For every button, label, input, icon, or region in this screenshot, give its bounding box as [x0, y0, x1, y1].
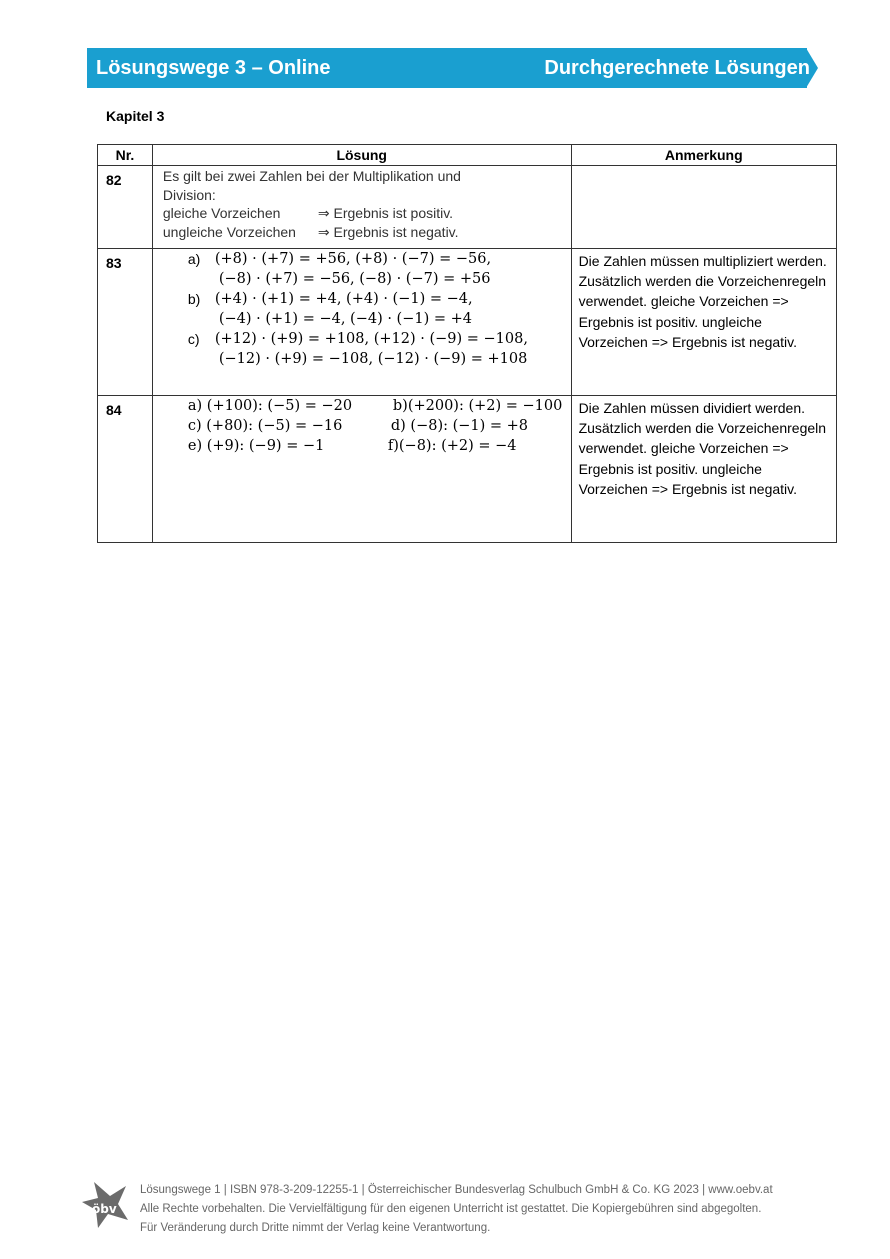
footer-line: Lösungswege 1 | ISBN 978-3-209-12255-1 | Österreichischer Bundesverlag Schulbuch GmbH & Co. KG 2023 | www.oebv.at [140, 1184, 773, 1196]
math-line: f)(−8): (+2) = −4 [387, 438, 517, 454]
table-header-row [98, 145, 837, 166]
solutions-table [97, 144, 837, 543]
header-subtitle: Durchgerechnete Lösungen [544, 57, 810, 79]
footer-line: Für Veränderung durch Dritte nimmt der Verlag keine Verantwortung. [140, 1222, 491, 1234]
header-loesung: Lösung [152, 145, 571, 166]
row-note [571, 166, 836, 249]
chapter-title: Kapitel 3 [106, 108, 165, 124]
row-nr: 82 [98, 166, 153, 249]
math-line: a) (+100): (−5) = −20 [187, 398, 353, 414]
part-label: c) [187, 331, 200, 347]
header-title: Lösungswege 3 – Online [96, 57, 331, 79]
math-line: e) (+9): (−9) = −1 [187, 438, 325, 454]
math-line: (+4) · (+1) = +4, (+4) · (−1) = −4, [214, 291, 473, 307]
rule-result: ⇒ Ergebnis ist positiv. [317, 205, 454, 221]
header-anmerkung: Anmerkung [571, 145, 836, 166]
math-line: b)(+200): (+2) = −100 [392, 398, 563, 414]
math-line: (−12) · (+9) = −108, (−12) · (−9) = +108 [218, 351, 528, 367]
rule-line: ungleiche Vorzeichen [162, 223, 296, 240]
math-line: c) (+80): (−5) = −16 [187, 418, 343, 434]
math-line: (−8) · (+7) = −56, (−8) · (−7) = +56 [218, 271, 491, 287]
rule-line: gleiche Vorzeichen [162, 205, 281, 221]
rule-line: Es gilt bei zwei Zahlen bei der Multiplikation und [162, 168, 461, 184]
math-line: d) (−8): (−1) = +8 [390, 418, 529, 434]
table-row [98, 396, 837, 543]
part-label: b) [187, 291, 201, 307]
math-line: (+12) · (+9) = +108, (+12) · (−9) = −108, [214, 331, 528, 347]
row-nr: 83 [98, 249, 153, 396]
table-row [98, 166, 837, 249]
scanned-rule [153, 166, 571, 241]
footer-line: Alle Rechte vorbehalten. Die Vervielfältigung für den eigenen Unterricht ist gestattet. Die Kopiergebühren sind abgegolten. [140, 1203, 762, 1215]
rule-result: ⇒ Ergebnis ist negativ. [317, 223, 459, 240]
logo-text: öbv [92, 1202, 117, 1216]
math-line: (−4) · (+1) = −4, (−4) · (−1) = +4 [218, 311, 472, 327]
row-solution [152, 166, 571, 249]
oebv-logo-icon [80, 1180, 130, 1230]
table-row [98, 249, 837, 396]
part-label: a) [187, 251, 201, 267]
row-solution [152, 249, 571, 396]
header-nr: Nr. [98, 145, 153, 166]
row-note: Die Zahlen müssen dividiert werden. Zusätzlich werden die Vorzeichenregeln verwendet. gleiche Vorzeichen => Ergebnis ist positiv. ungleiche Vorzeichen => Ergebnis ist negativ. [571, 396, 836, 543]
footer [140, 1181, 773, 1238]
math-line: (+8) · (+7) = +56, (+8) · (−7) = −56, [214, 251, 492, 267]
row-note: Die Zahlen müssen multipliziert werden. Zusätzlich werden die Vorzeichenregeln verwendet. gleiche Vorzeichen => Ergebnis ist positiv. ungleiche Vorzeichen => Ergebnis ist negativ. [571, 249, 836, 396]
rule-line: Division: [162, 186, 216, 203]
row-solution [152, 396, 571, 543]
row-nr: 84 [98, 396, 153, 543]
